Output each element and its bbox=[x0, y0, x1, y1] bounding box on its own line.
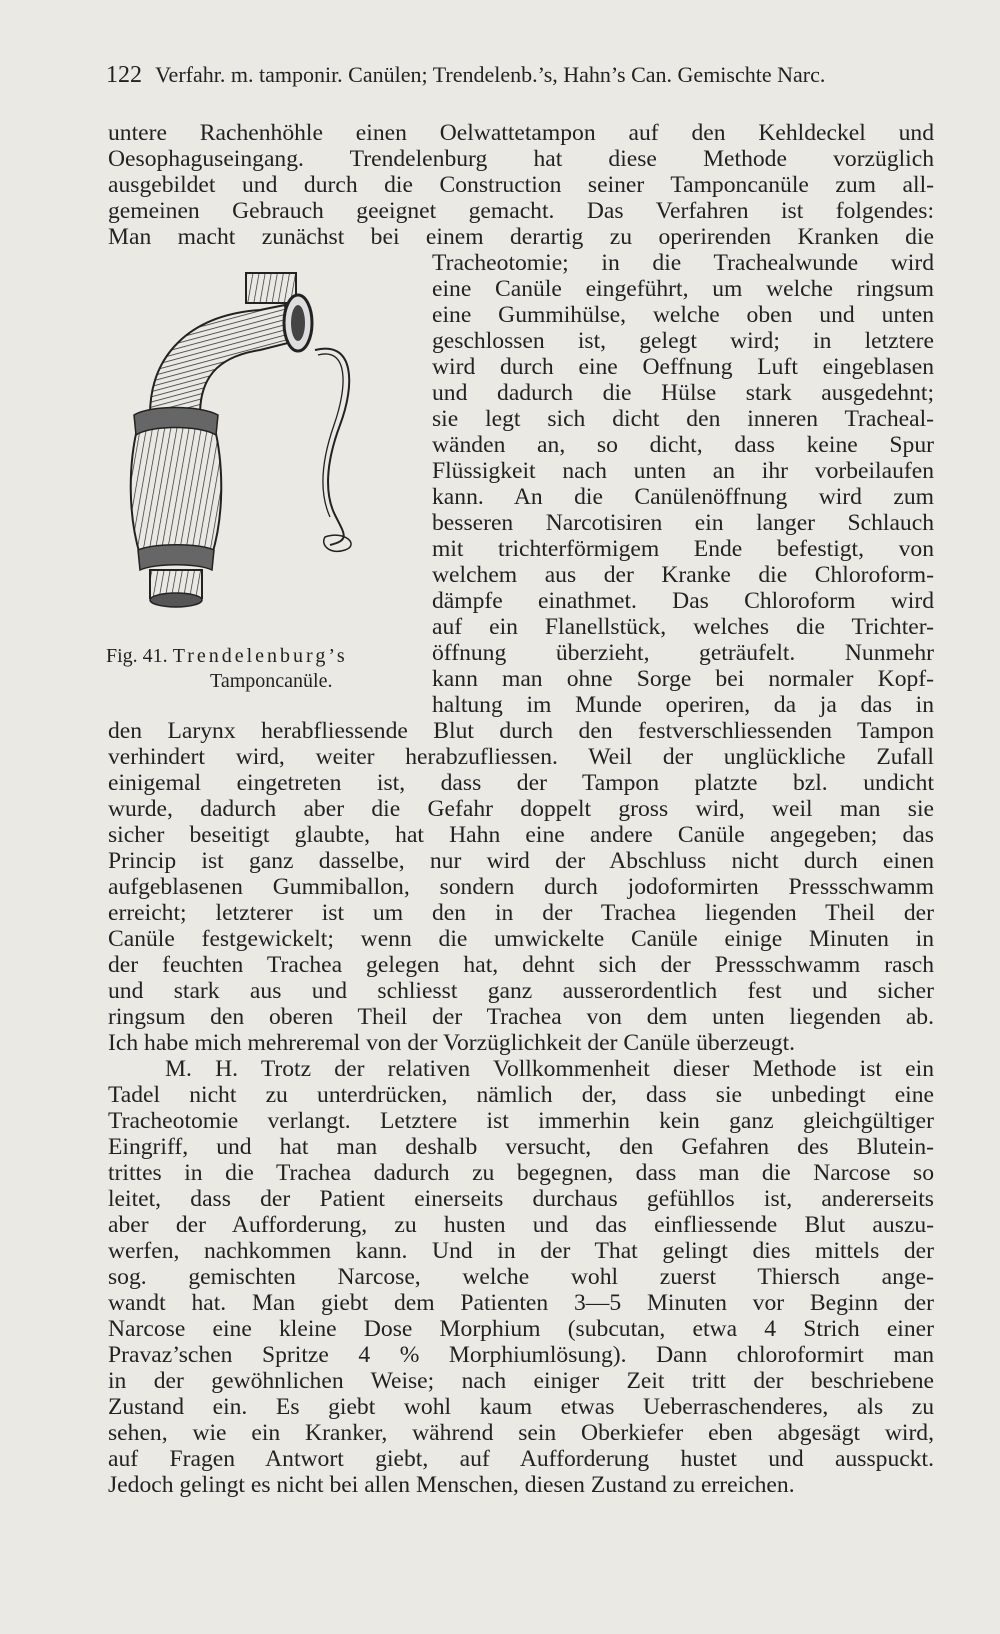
text-line: den Larynx herabfliessende Blut durch den festverschliessenden Tampon bbox=[108, 718, 934, 744]
text-line: Jedoch gelingt es nicht bei allen Menschen, diesen Zustand zu erreichen. bbox=[108, 1472, 795, 1498]
page-number: 122 bbox=[106, 62, 142, 88]
text-line: geschlossen ist, gelegt wird; in letztere bbox=[432, 328, 934, 354]
text-line: Narcose eine kleine Dose Morphium (subcutan, etwa 4 Strich einer bbox=[108, 1316, 934, 1342]
text-line: Princip ist ganz dasselbe, nur wird der Abschluss nicht durch einen bbox=[108, 848, 934, 874]
text-line: trittes in die Trachea dadurch zu begegnen, dass man die Narcose so bbox=[108, 1160, 934, 1186]
text-line: eine Gummihülse, welche oben und unten bbox=[432, 302, 934, 328]
text-line: leitet, dass der Patient einerseits durchaus gefühllos ist, andererseits bbox=[108, 1186, 934, 1212]
figure-caption-line2: Tamponcanüle. bbox=[210, 670, 333, 692]
text-line: öffnung überzieht, geträufelt. Nunmehr bbox=[432, 640, 934, 666]
text-line: Tracheotomie; in die Trachealwunde wird bbox=[432, 250, 934, 276]
text-line: auf ein Flanellstück, welches die Trichter- bbox=[432, 614, 934, 640]
text-line: Pravaz’schen Spritze 4 % Morphiumlösung). Dann chloroformirt man bbox=[108, 1342, 934, 1368]
text-line: in der gewöhnlichen Weise; nach einiger Zeit tritt der beschriebene bbox=[108, 1368, 934, 1394]
running-header bbox=[106, 62, 936, 88]
text-line: ringsum den oberen Theil der Trachea von dem unten liegenden ab. bbox=[108, 1004, 934, 1030]
text-line: erreicht; letzterer ist um den in der Trachea liegenden Theil der bbox=[108, 900, 934, 926]
text-line: mit trichterförmigem Ende befestigt, von bbox=[432, 536, 934, 562]
text-line: haltung im Munde operiren, da ja das in bbox=[432, 692, 934, 718]
text-line: auf Fragen Antwort giebt, auf Aufforderung hustet und ausspuckt. bbox=[108, 1446, 934, 1472]
text-line: wänden an, so dicht, dass keine Spur bbox=[432, 432, 934, 458]
text-line: Canüle festgewickelt; wenn die umwickelte Canüle einige Minuten in bbox=[108, 926, 934, 952]
text-line: sog. gemischten Narcose, welche wohl zuerst Thiersch ange- bbox=[108, 1264, 934, 1290]
text-line: und dadurch die Hülse stark ausgedehnt; bbox=[432, 380, 934, 406]
text-line: Flüssigkeit nach unten an ihr vorbeilaufen bbox=[432, 458, 934, 484]
figure-label: Fig. 41. bbox=[106, 645, 168, 667]
text-line: kann man ohne Sorge bei normaler Kopf- bbox=[432, 666, 934, 692]
text-line: der feuchten Trachea gelegen hat, dehnt sich der Pressschwamm rasch bbox=[108, 952, 934, 978]
text-line: einigemal eingetreten ist, dass der Tampon platzte bzl. undicht bbox=[108, 770, 934, 796]
text-line: werfen, nachkommen kann. Und in der That gelingt dies mittels der bbox=[108, 1238, 934, 1264]
text-line: aufgeblasenen Gummiballon, sondern durch jodoformirten Pressschwamm bbox=[108, 874, 934, 900]
text-line: wird durch eine Oeffnung Luft eingeblasen bbox=[432, 354, 934, 380]
text-line: dämpfe einathmet. Das Chloroform wird bbox=[432, 588, 934, 614]
text-line: Oesophaguseingang. Trendelenburg hat diese Methode vorzüglich bbox=[108, 146, 934, 172]
text-line: und stark aus und schliesst ganz ausserordentlich fest und sicher bbox=[108, 978, 934, 1004]
text-line: Man macht zunächst bei einem derartig zu operirenden Kranken die bbox=[108, 224, 934, 250]
text-line: sie legt sich dicht den inneren Tracheal- bbox=[432, 406, 934, 432]
figure-caption bbox=[106, 645, 348, 668]
text-line: eine Canüle eingeführt, um welche ringsum bbox=[432, 276, 934, 302]
text-line: wurde, dadurch aber die Gefahr doppelt gross wird, weil man sie bbox=[108, 796, 934, 822]
text-line: Ich habe mich mehreremal von der Vorzüglichkeit der Canüle überzeugt. bbox=[108, 1030, 796, 1056]
text-line: gemeinen Gebrauch geeignet gemacht. Das Verfahren ist folgendes: bbox=[108, 198, 934, 224]
text-line: verhindert wird, weiter herabzufliessen. Weil der unglückliche Zufall bbox=[108, 744, 934, 770]
text-line: aber der Aufforderung, zu husten und das einfliessende Blut auszu- bbox=[108, 1212, 934, 1238]
text-line: M. H. Trotz der relativen Vollkommenheit dieser Methode ist ein bbox=[165, 1056, 934, 1082]
text-line: sehen, wie ein Kranker, während sein Oberkiefer eben abgesägt wird, bbox=[108, 1420, 934, 1446]
text-line: ausgebildet und durch die Construction seiner Tamponcanüle zum all- bbox=[108, 172, 934, 198]
text-line: Tadel nicht zu unterdrücken, nämlich der, dass sie unbedingt eine bbox=[108, 1082, 934, 1108]
figure-caption-name: Trendelenburg’s bbox=[172, 645, 348, 667]
text-line: Eingriff, und hat man deshalb versucht, den Gefahren des Blutein- bbox=[108, 1134, 934, 1160]
text-line: kann. An die Canülenöffnung wird zum bbox=[432, 484, 934, 510]
running-title: Verfahr. m. tamponir. Canülen; Trendelenb.’s, Hahn’s Can. Gemischte Narc. bbox=[155, 62, 826, 87]
text-line: Zustand ein. Es giebt wohl kaum etwas Ueberraschenderes, als zu bbox=[108, 1394, 934, 1420]
text-line: untere Rachenhöhle einen Oelwattetampon auf den Kehldeckel und bbox=[108, 120, 934, 146]
tamponcanuele-illustration bbox=[120, 265, 420, 645]
text-line: welchem aus der Kranke die Chloroform- bbox=[432, 562, 934, 588]
text-line: wandt hat. Man giebt dem Patienten 3—5 Minuten vor Beginn der bbox=[108, 1290, 934, 1316]
text-line: sicher beseitigt glaubte, hat Hahn eine andere Canüle angegeben; das bbox=[108, 822, 934, 848]
text-line: besseren Narcotisiren ein langer Schlauch bbox=[432, 510, 934, 536]
text-line: Tracheotomie verlangt. Letztere ist immerhin kein ganz gleichgültiger bbox=[108, 1108, 934, 1134]
